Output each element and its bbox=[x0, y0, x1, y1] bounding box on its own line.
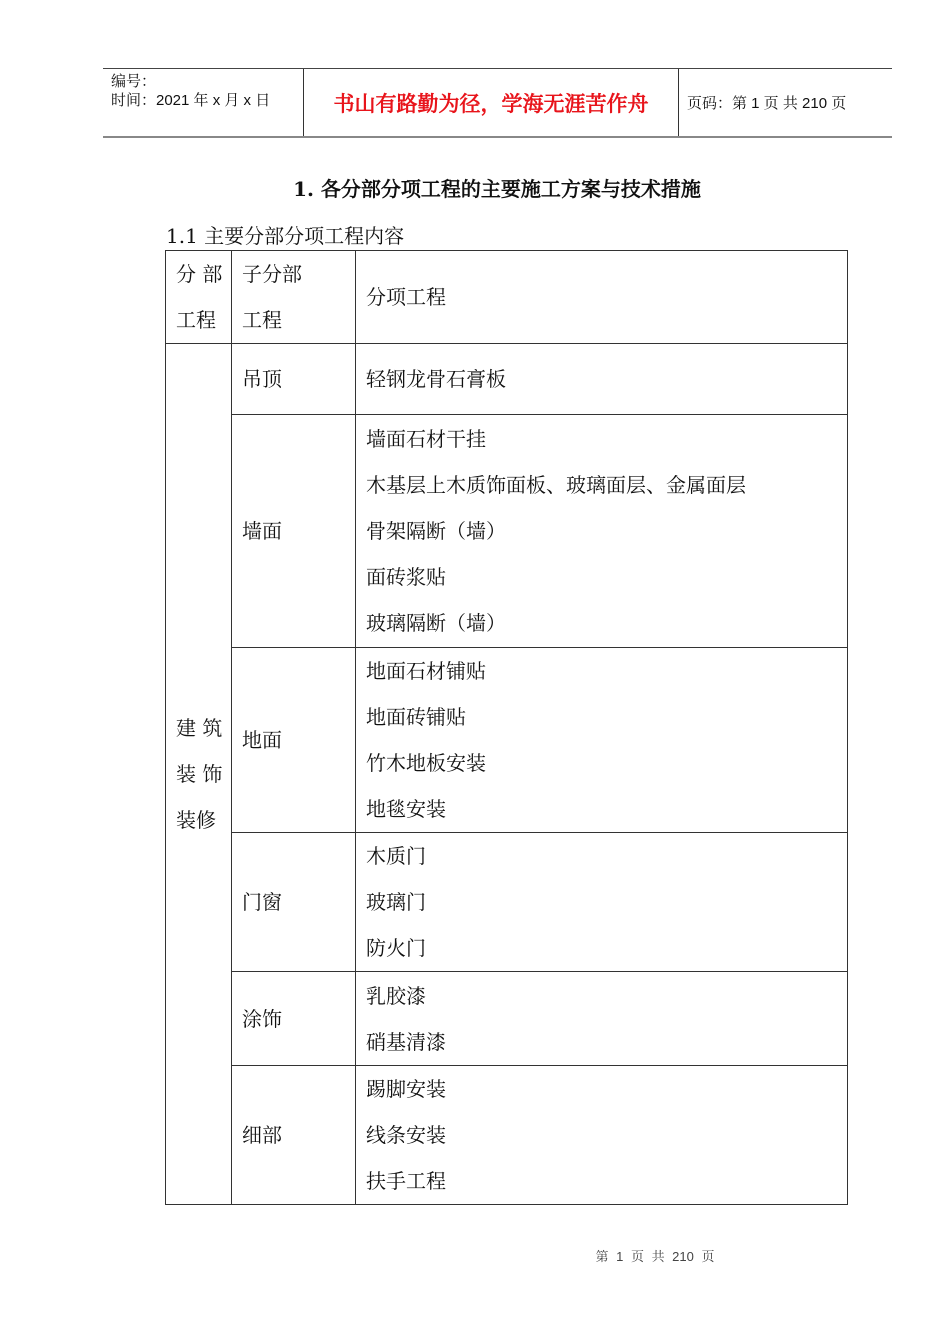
header-meta bbox=[103, 69, 303, 136]
item: 竹木地板安装 bbox=[366, 751, 486, 775]
table-row bbox=[166, 648, 848, 833]
item: 轻钢龙骨石膏板 bbox=[366, 367, 506, 391]
item: 乳胶漆 bbox=[366, 983, 426, 1008]
item: 木基层上木质饰面板、玻璃面层、金属面层 bbox=[366, 473, 746, 497]
item: 玻璃门 bbox=[366, 890, 426, 914]
division-line: 装修 bbox=[176, 808, 216, 832]
items-cell bbox=[356, 648, 848, 833]
division-cell bbox=[166, 344, 232, 1205]
item: 玻璃隔断（墙） bbox=[366, 611, 506, 635]
number-label: 编号： bbox=[111, 73, 157, 90]
items-cell bbox=[356, 1066, 848, 1205]
items-cell bbox=[356, 833, 848, 972]
works-table bbox=[165, 250, 848, 1205]
subdivision-cell: 门窗 bbox=[232, 833, 356, 972]
header-subdivision bbox=[232, 251, 356, 344]
item: 木质门 bbox=[366, 844, 426, 868]
subsection-title: 1.1 主要分部分项工程内容 bbox=[166, 224, 405, 248]
header-division-line: 工程 bbox=[176, 308, 216, 332]
table-row bbox=[166, 1066, 848, 1205]
section-title: 1. 各分部分项工程的主要施工方案与技术措施 bbox=[293, 177, 701, 201]
subdivision-cell: 墙面 bbox=[232, 415, 356, 648]
header-page-info: 页码：第 1 页 共 210 页 bbox=[687, 95, 847, 112]
division-line: 装 饰 bbox=[176, 762, 223, 786]
item: 踢脚安装 bbox=[366, 1077, 446, 1101]
table-row bbox=[166, 344, 848, 415]
header-subdivision-line: 子分部 bbox=[242, 262, 302, 286]
table-header-row bbox=[166, 251, 848, 344]
item: 骨架隔断（墙） bbox=[366, 519, 506, 543]
item: 硝基清漆 bbox=[366, 1029, 446, 1054]
header-division-line: 分 部 bbox=[176, 262, 223, 286]
time-label: 时间：2021 年 x 月 x 日 bbox=[111, 92, 271, 109]
header-item: 分项工程 bbox=[356, 251, 848, 344]
table-row bbox=[166, 415, 848, 648]
subdivision-cell: 地面 bbox=[232, 648, 356, 833]
page-header bbox=[103, 68, 892, 138]
header-subdivision-line: 工程 bbox=[242, 308, 282, 332]
page-footer: 第 1 页 共 210 页 bbox=[595, 1249, 715, 1264]
item: 地面石材铺贴 bbox=[366, 659, 486, 683]
item: 墙面石材干挂 bbox=[366, 427, 486, 451]
item: 地毯安装 bbox=[366, 797, 446, 821]
table-row bbox=[166, 833, 848, 972]
items-cell bbox=[356, 415, 848, 648]
items-cell bbox=[356, 344, 848, 415]
subdivision-cell: 细部 bbox=[232, 1066, 356, 1205]
items-cell bbox=[356, 972, 848, 1066]
item: 地面砖铺贴 bbox=[366, 705, 466, 729]
table-row bbox=[166, 972, 848, 1066]
item: 扶手工程 bbox=[366, 1169, 446, 1193]
item: 线条安装 bbox=[366, 1123, 446, 1147]
subdivision-cell: 吊顶 bbox=[232, 344, 356, 415]
header-motto: 书山有路勤为径，学海无涯苦作舟 bbox=[303, 69, 679, 136]
subdivision-cell: 涂饰 bbox=[232, 972, 356, 1066]
header-division bbox=[166, 251, 232, 344]
division-line: 建 筑 bbox=[176, 716, 223, 740]
item: 防火门 bbox=[366, 936, 426, 960]
item: 面砖浆贴 bbox=[366, 565, 446, 589]
